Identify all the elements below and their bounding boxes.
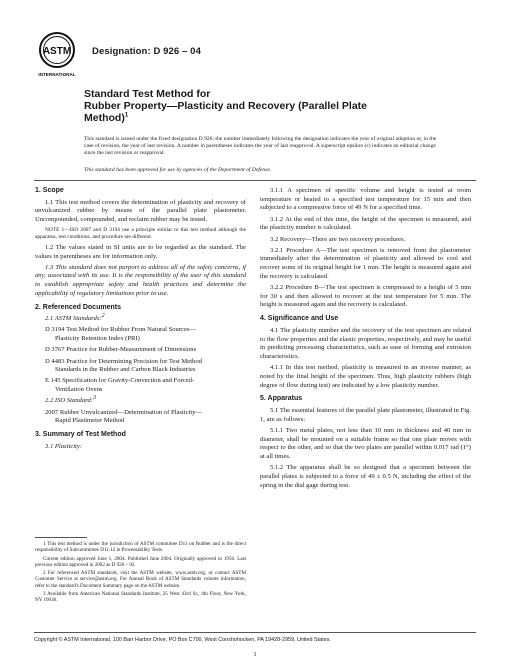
section-heading-apparatus: 5. Apparatus (260, 395, 303, 403)
paragraph-2-2: 2.2 ISO Standard:$^3$ (45, 395, 96, 405)
paragraph-3-1-2: 3.1.2 At the end of this time, the height of the specimen is measured, and the plasticity number is calculated. (260, 215, 471, 232)
document-title (84, 88, 464, 124)
issued-note: This standard is issued under the fixed designation D 926; the number immediately following the designation indicates the year of original adoption or, in the case of revision, the year of last revision. A number in parentheses indicates the year of last reapproval. A superscript epsilon (ε) indicates an editorial change since the last revision or reapproval. (84, 136, 437, 156)
paragraph-3-2: 3.2 Recovery—There are two recovery procedures. (270, 235, 406, 243)
copyright: Copyright © ASTM International, 100 Barr Harbor Drive, PO Box C700, West Conshohocken, PA 19428-2959, United States. (34, 637, 331, 643)
footer-divider (34, 632, 476, 633)
section-heading-significance: 4. Significance and Use (260, 315, 339, 323)
page-number: 1 (253, 651, 257, 658)
paragraph-3-1: 3.1 Plasticity: (45, 442, 82, 450)
svg-text:INTERNATIONAL: INTERNATIONAL (38, 72, 76, 77)
title-footnote-mark: 1 (124, 112, 129, 119)
title-line-1: Standard Test Method for (84, 88, 211, 100)
paragraph-3-2-1: 3.2.1 Procedure A—The test specimen is removed from the plastometer immediately after the determination of plasticity and allowed to cool and recover some of its original height for 1 min. The height is measured again and the recovery is calculated. (260, 246, 471, 280)
footnote-2: 2 For referenced ASTM standards, visit the ASTM website, www.astm.org, or contact ASTM Customer Service at service@astm.org. For Annual Book of ASTM Standards volume information, refer to the standard's Document Summary page on the ASTM website. (35, 570, 246, 589)
paragraph-5-1: 5.1 The essential features of the parallel plate plastometer, illustrated in Fig. 1, are as follows: (260, 406, 471, 423)
footnote-1: 1 This test method is under the jurisdiction of ASTM committee D11 on Rubber and is the direct responsibility of Subcommittee D11.12 in Processability Tests. (35, 541, 246, 554)
title-line-3: Method)$^1$ (84, 112, 129, 124)
paragraph-3-1-1: 3.1.1 A specimen of specific volume and height is tested at room temperature or heated to a specified test temperature for 15 min and then subjected to a compressive force of 49 N for a specified time. (260, 187, 471, 212)
right-column (260, 187, 471, 493)
reference-item: D 3767 Practice for Rubber-Measurement of Dimensions (45, 346, 197, 354)
header-divider (34, 180, 476, 181)
footnote-3: 3 Available from American National Standards Institute, 25 West 43rd St., 4th Floor, New York, NY 10036. (35, 591, 246, 604)
section-heading-summary: 3. Summary of Test Method (35, 430, 126, 438)
reference-item-iso: 2007 Rubber Unvulcanized—Determination of Plasticity— Rapid Plastimeter Method (45, 408, 203, 425)
paragraph-1-3: 1.3 This standard does not purport to address all of the safety concerns, if any, associated with its use. It is the responsibility of the user of this standard to establish appropriate safety and health practices and determine the applicability of regulatory limitations prior to use. (35, 263, 246, 297)
approved-note: This standard has been approved for use by agencies of the Department of Defense. (84, 167, 272, 173)
section-heading-referenced-documents: 2. Referenced Documents (35, 303, 121, 311)
footnotes (35, 541, 246, 606)
paragraph-4-1-1: 4.1.1 In this test method, plasticity is measured in an inverse manner, as noted by the final height of the specimen. Thus, high plasticity rubbers (high degree of flow during test) are indicated by a low plasticity number. (260, 364, 471, 389)
astm-logo (37, 30, 77, 78)
section-heading-scope: 1. Scope (35, 187, 64, 194)
footnote-divider (35, 537, 87, 538)
paragraph-1-1: 1.1 This test method covers the determination of plasticity and recovery of unvulcanized rubber by means of the parallel plate plastometer. Uncompounded, compounded, and reclaim rubber may be tested. (35, 198, 246, 224)
paragraph-5-1-2: 5.1.2 The apparatus shall be so designed that a specimen between the parallel plates is subjected to a force of 49 ± 0.5 N, including the effect of the spring in the dial gage during test. (260, 464, 471, 489)
left-column (35, 187, 246, 454)
reference-item: E 145 Specification for Gravity-Convection and Forced- Ventilation Ovens (45, 377, 195, 394)
paragraph-1-2: 1.2 The values stated in SI units are to be regarded as the standard. The values in parentheses are for information only. (35, 243, 246, 260)
paragraph-2-1: 2.1 ASTM Standards:$^2$ (45, 313, 105, 323)
note-1: NOTE 1—ISO 2007 and D 3194 use a principle similar to this test method although the apparatus, test conditions, and procedure are different. (35, 227, 246, 241)
footnote-1-edition: Current edition approved June 1, 2004. Published June 2004. Originally approved in 1956. Last previous edition approved in 2002 as D 926 – 02. (35, 555, 246, 568)
svg-text:ASTM: ASTM (42, 46, 72, 57)
paragraph-5-1-1: 5.1.1 Two metal plates, not less than 10 mm in thickness and 40 mm in diameter, shall be mounted on a suitable frame so that one plate moves with respect to the other, and so that the two plates are parallel within 0.017 rad (1°) at all times. (260, 426, 471, 460)
reference-item: D 3194 Test Method for Rubber From Natural Sources— Plasticity Retention Index (PRI) (45, 326, 197, 343)
reference-item: D 4483 Practice for Determining Precision for Test Method Standards in the Rubber and Carbon Black Industries (45, 357, 202, 374)
title-line-2: Rubber Property—Plasticity and Recovery (Parallel Plate (84, 100, 368, 112)
paragraph-3-2-2: 3.2.2 Procedure B—The test specimen is compressed to a height of 5 mm for 30 s and then allowed to recover at the test temperature for 5 min. The height is measured again and the recovery is calculated. (260, 284, 471, 309)
designation: Designation: D 926 – 04 (92, 46, 201, 57)
paragraph-4-1: 4.1 The plasticity number and the recovery of the test specimen are related to the flow properties and the elastic properties, respectively, and may be useful in predicting processing characteristics, such as ease of forming and extrusion characteristics. (260, 326, 471, 360)
